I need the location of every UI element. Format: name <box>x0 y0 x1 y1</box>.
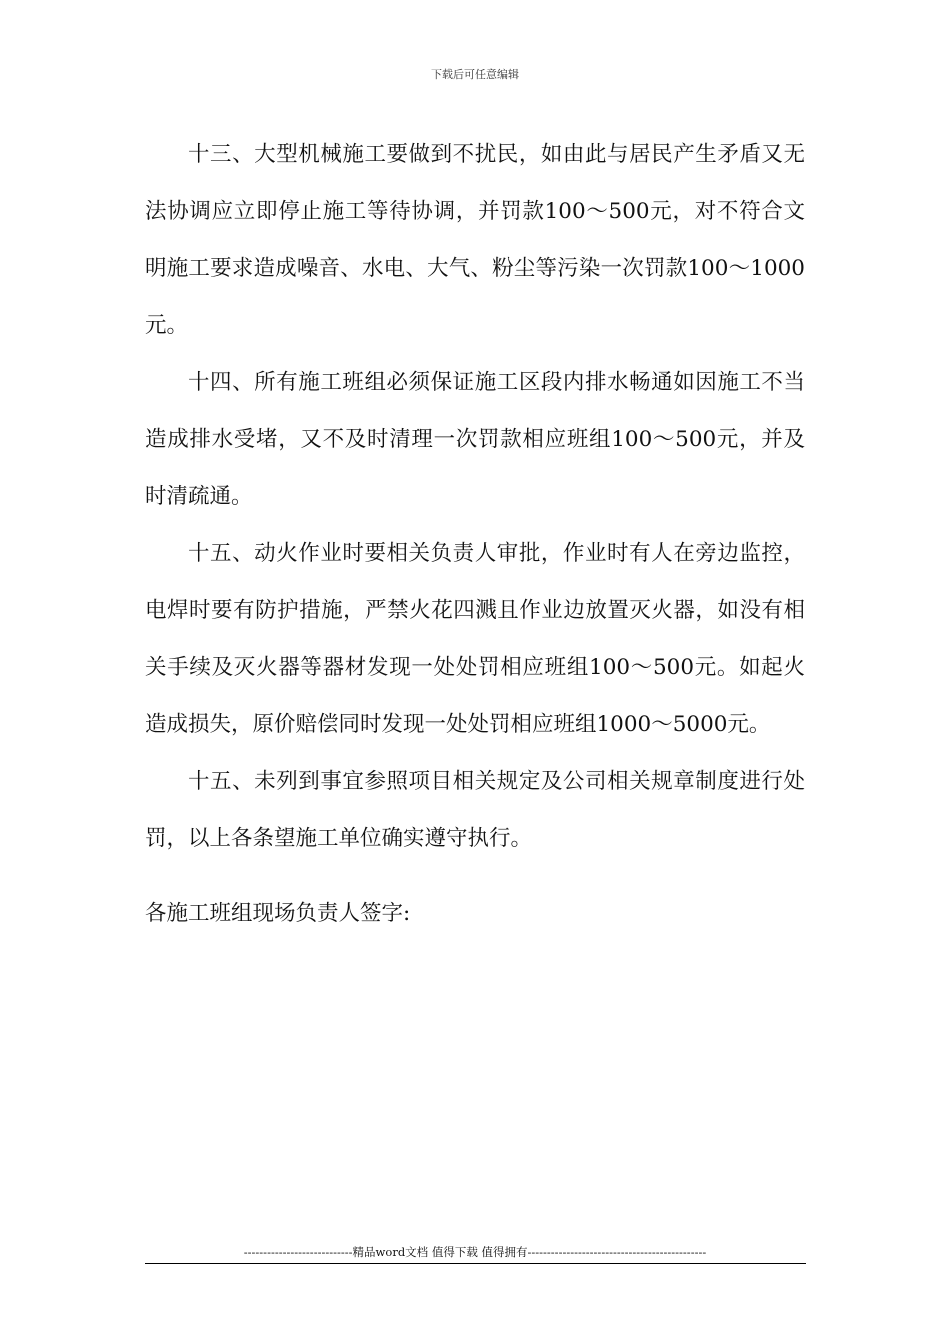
document-body <box>145 126 805 867</box>
paragraph-13: 十三、大型机械施工要做到不扰民，如由此与居民产生矛盾又无法协调应立即停止施工等待协调，并罚款100～500元，对不符合文明施工要求造成噪音、水电、大气、粉尘等污染一次罚款100～1000元。 <box>145 142 805 338</box>
signature-line: 各施工班组现场负责人签字: <box>145 901 411 926</box>
footer-divider <box>145 1263 806 1264</box>
page-header-note: 下载后可任意编辑 <box>431 68 519 81</box>
paragraph-14: 十四、所有施工班组必须保证施工区段内排水畅通如因施工不当造成排水受堵，又不及时清理一次罚款相应班组100～500元，并及时清疏通。 <box>145 370 805 509</box>
paragraph-15-misc: 十五、未列到事宜参照项目相关规定及公司相关规章制度进行处罚，以上各条望施工单位确实遵守执行。 <box>145 769 805 851</box>
paragraph-15-hot-work: 十五、动火作业时要相关负责人审批，作业时有人在旁边监控，电焊时要有防护措施，严禁火花四溅且作业边放置灭火器，如没有相关手续及灭火器等器材发现一处处罚相应班组100～500元。如起火造成损失，原价赔偿同时发现一处处罚相应班组1000～5000元。 <box>145 541 805 737</box>
page-footer-note: ----------------------------精品word文档 值得下载 值得拥有---------------------------------------------- <box>243 1245 707 1259</box>
